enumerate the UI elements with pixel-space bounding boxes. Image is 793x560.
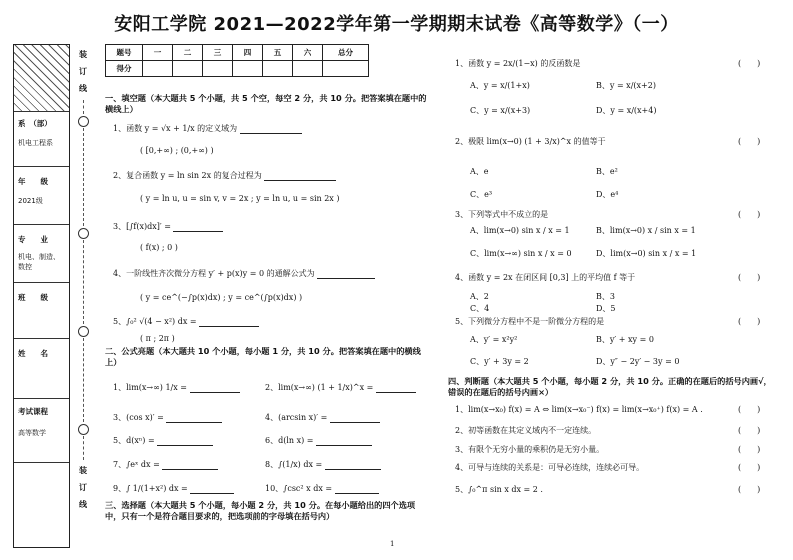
section2-heading: 二、公式亮题（本大题共 10 个小题，每小题 1 分，共 10 分。把答案填在题中的横线上） [105, 346, 421, 367]
score-cell[interactable] [203, 61, 233, 77]
binding-line-label-bottom: 装订线 [79, 466, 87, 509]
score-cell[interactable] [143, 61, 173, 77]
binding-hole [78, 116, 89, 127]
s3-q3-option: A、lim(x→0) sin x / x = 1 [470, 226, 570, 235]
s1-q4: 4、一阶线性齐次微分方程 y′ + p(x)y = 0 的通解公式为 [113, 268, 375, 279]
section1-heading: 一、填空题（本大题共 5 个小题，共 5 个空，每空 2 分，共 10 分。把答案填在题中的横线上） [105, 93, 427, 114]
s3-q1-option: B、y = x/(x+2) [596, 81, 656, 90]
answer-blank[interactable] [317, 269, 375, 279]
binding-hole [78, 424, 89, 435]
s3-q2-option: B、e² [596, 167, 618, 176]
answer-blank[interactable] [316, 436, 372, 446]
s1-a5: ( π ; 2π ) [140, 334, 175, 343]
score-cell[interactable] [173, 61, 203, 77]
score-header: 五 [263, 45, 293, 61]
answer-paren[interactable]: ( ) [738, 210, 761, 219]
answer-blank[interactable] [190, 484, 234, 494]
hatched-box [14, 45, 69, 111]
s1-q3: 3、[∫f(x)dx]′ = [113, 221, 223, 232]
answer-blank[interactable] [173, 222, 223, 232]
s3-q5-option: C、y′ + 3y = 2 [470, 357, 529, 366]
section3-heading: 三、选择题（本大题共 5 个小题，每小题 2 分，共 10 分。在每小题给出的四个选项中，只有一个是符合题目要求的，把选项前的字母填在括号内） [105, 500, 416, 521]
binding-hole [78, 326, 89, 337]
score-row-label: 得分 [106, 61, 143, 77]
s3-q2-option: C、e³ [470, 190, 493, 199]
answer-blank[interactable] [335, 484, 379, 494]
s3-q1-option: A、y = x/(1+x) [470, 81, 530, 90]
s2-q4: 4、(arcsin x)′ = [265, 412, 380, 423]
score-cell[interactable] [323, 61, 369, 77]
answer-paren[interactable]: ( ) [738, 317, 761, 326]
page-number: 1 [390, 540, 395, 548]
s4-q3: 3、有限个无穷小量的乘积仍是无穷小量。 [455, 445, 605, 454]
s4-q2: 2、初等函数在其定义域内不一定连续。 [455, 426, 597, 435]
answer-blank[interactable] [240, 124, 302, 134]
s4-q5: 5、∫₀^π sin x dx = 2 . [455, 485, 543, 494]
dept-value: 机电工程系 [18, 139, 53, 147]
s3-q5-option: D、y″ − 2y′ − 3y = 0 [596, 357, 680, 366]
major-label: 专 业 [18, 235, 48, 244]
course-value: 高等数学 [18, 429, 46, 437]
answer-blank[interactable] [325, 460, 381, 470]
score-header: 一 [143, 45, 173, 61]
s4-q1: 1、lim(x→x₀) f(x) = A ⇔ lim(x→x₀⁻) f(x) = lim(x→x₀⁺) f(x) = A . [455, 405, 703, 414]
s3-q2: 2、极限 lim(x→0) (1 + 3/x)^x 的值等于 [455, 137, 606, 146]
s3-q5-option: B、y′ + xy = 0 [596, 335, 654, 344]
s2-q10: 10、∫csc² x dx = [265, 483, 379, 494]
grade-value: 2021级 [18, 197, 43, 205]
score-header: 四 [233, 45, 263, 61]
answer-paren[interactable]: ( ) [738, 405, 761, 414]
s3-q2-option: D、e⁴ [596, 190, 619, 199]
s1-a2: ( y = ln u, u = sin v, v = 2x ; y = ln u, u = sin 2x ) [140, 194, 340, 203]
score-cell[interactable] [263, 61, 293, 77]
answer-paren[interactable]: ( ) [738, 485, 761, 494]
s1-a4: ( y = ce^(−∫p(x)dx) ; y = ce^(∫p(x)dx) ) [140, 293, 303, 302]
major-value: 机电、制造、数控 [18, 253, 60, 271]
course-label: 考试课程 [18, 407, 48, 416]
answer-blank[interactable] [376, 383, 416, 393]
s2-q7: 7、∫eˣ dx = [113, 459, 218, 470]
answer-paren[interactable]: ( ) [738, 273, 761, 282]
s1-a3: ( f(x) ; 0 ) [140, 243, 178, 252]
answer-blank[interactable] [162, 460, 218, 470]
s1-q5: 5、∫₀² √(4 − x²) dx = [113, 316, 259, 327]
s3-q4-option: B、3 [596, 292, 615, 301]
s3-q3: 3、下列等式中不成立的是 [455, 210, 549, 219]
s3-q3-option: D、lim(x→0) sin x / x = 1 [596, 249, 697, 258]
answer-blank[interactable] [264, 171, 336, 181]
score-cell[interactable] [293, 61, 323, 77]
answer-paren[interactable]: ( ) [738, 426, 761, 435]
s2-q5: 5、d(xⁿ) = [113, 435, 213, 446]
s3-q4-option: C、4 [470, 304, 490, 313]
grade-label: 年 级 [18, 177, 48, 186]
binding-hole [78, 228, 89, 239]
score-header: 三 [203, 45, 233, 61]
class-label: 班 级 [18, 293, 48, 302]
binding-line-label-top: 装订线 [79, 50, 87, 93]
s2-q9: 9、∫ 1/(1+x²) dx = [113, 483, 234, 494]
score-header: 六 [293, 45, 323, 61]
s3-q5: 5、下列微分方程中不是一阶微分方程的是 [455, 317, 605, 326]
s1-a1: ( [0,+∞) ; (0,+∞) ) [140, 146, 214, 155]
s1-q2: 2、复合函数 y = ln sin 2x 的复合过程为 [113, 170, 336, 181]
answer-blank[interactable] [330, 413, 380, 423]
answer-paren[interactable]: ( ) [738, 137, 761, 146]
answer-paren[interactable]: ( ) [738, 463, 761, 472]
s3-q4-option: D、5 [596, 304, 616, 313]
s2-q8: 8、∫(1/x) dx = [265, 459, 381, 470]
score-cell[interactable] [233, 61, 263, 77]
score-table [105, 44, 369, 77]
s4-q4: 4、可导与连续的关系是：可导必连续，连续必可导。 [455, 463, 645, 472]
s3-q4-option: A、2 [470, 292, 489, 301]
answer-blank[interactable] [166, 413, 222, 423]
s3-q1-option: C、y = x/(x+3) [470, 106, 531, 115]
score-header: 题号 [106, 45, 143, 61]
dept-label: 系 （部） [18, 119, 52, 128]
s3-q3-option: B、lim(x→0) x / sin x = 1 [596, 226, 696, 235]
answer-blank[interactable] [190, 383, 240, 393]
s2-q3: 3、(cos x)′ = [113, 412, 222, 423]
s1-q1: 1、函数 y = √x + 1/x 的定义域为 [113, 123, 302, 134]
exam-title: 安阳工学院 2021—2022学年第一学期期末试卷《高等数学》（一） [114, 14, 679, 35]
answer-paren[interactable]: ( ) [738, 445, 761, 454]
score-header: 二 [173, 45, 203, 61]
s3-q4: 4、函数 y = 2x 在闭区间 [0,3] 上的平均值 f 等于 [455, 273, 636, 282]
answer-blank[interactable] [199, 317, 259, 327]
name-label: 姓 名 [18, 349, 48, 358]
s3-q1: 1、函数 y = 2x/(1−x) 的反函数是 [455, 59, 581, 68]
s3-q2-option: A、e [470, 167, 489, 176]
s2-q1: 1、lim(x→∞) 1/x = [113, 382, 240, 393]
section4-heading: 四、判断题（本大题共 5 个小题，每小题 2 分，共 10 分。正确的在题后的括号内画√，错误的在题后的括号内画×） [448, 376, 772, 397]
s2-q6: 6、d(ln x) = [265, 435, 372, 446]
s3-q1-option: D、y = x/(x+4) [596, 106, 657, 115]
answer-paren[interactable]: ( ) [738, 59, 761, 68]
s3-q3-option: C、lim(x→∞) sin x / x = 0 [470, 249, 572, 258]
s3-q5-option: A、y′ = x²y² [470, 335, 518, 344]
answer-blank[interactable] [157, 436, 213, 446]
s2-q2: 2、lim(x→∞) (1 + 1/x)^x = [265, 382, 416, 393]
score-header: 总分 [323, 45, 369, 61]
